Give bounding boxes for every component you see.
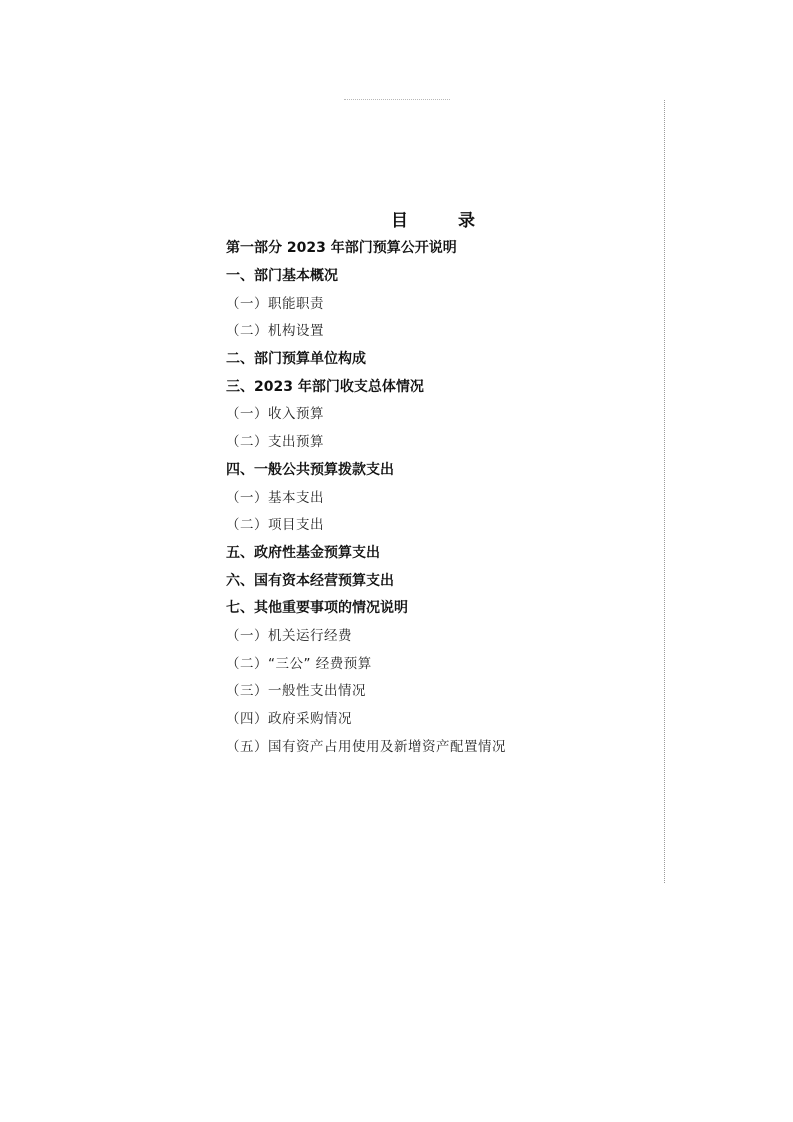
toc-section: 二、部门预算单位构成 xyxy=(226,351,366,368)
toc-subsection: （一）基本支出 xyxy=(226,489,324,506)
toc-title: 目 录 xyxy=(391,211,497,231)
toc-subsection: （四）政府采购情况 xyxy=(226,711,352,727)
toc-subsection: （二）机构设置 xyxy=(226,323,324,340)
toc-subsection: （二）项目支出 xyxy=(226,517,324,534)
toc-subsection: （一）收入预算 xyxy=(226,406,324,423)
toc-subsection: （五）国有资产占用使用及新增资产配置情况 xyxy=(226,738,506,755)
toc-section: 五、政府性基金预算支出 xyxy=(226,544,380,561)
toc-section: 六、国有资本经营预算支出 xyxy=(226,572,394,589)
toc-section: 四、一般公共预算拨款支出 xyxy=(226,461,394,478)
toc-subsection: （二）支出预算 xyxy=(226,434,324,451)
toc-subsection: （二）“三公” 经费预算 xyxy=(226,655,372,672)
toc-section: 一、部门基本概况 xyxy=(226,268,338,284)
toc-section: 三、2023 年部门收支总体情况 xyxy=(226,378,424,395)
toc-subsection: （三）一般性支出情况 xyxy=(226,683,366,700)
table-of-contents xyxy=(226,207,646,761)
toc-part-heading: 第一部分 2023 年部门预算公开说明 xyxy=(226,240,457,256)
toc-subsection: （一）机关运行经费 xyxy=(226,627,352,644)
toc-section: 七、其他重要事项的情况说明 xyxy=(226,600,408,617)
toc-subsection: （一）职能职责 xyxy=(226,295,324,312)
scan-edge-top xyxy=(344,99,450,100)
scan-edge-right xyxy=(664,100,665,883)
